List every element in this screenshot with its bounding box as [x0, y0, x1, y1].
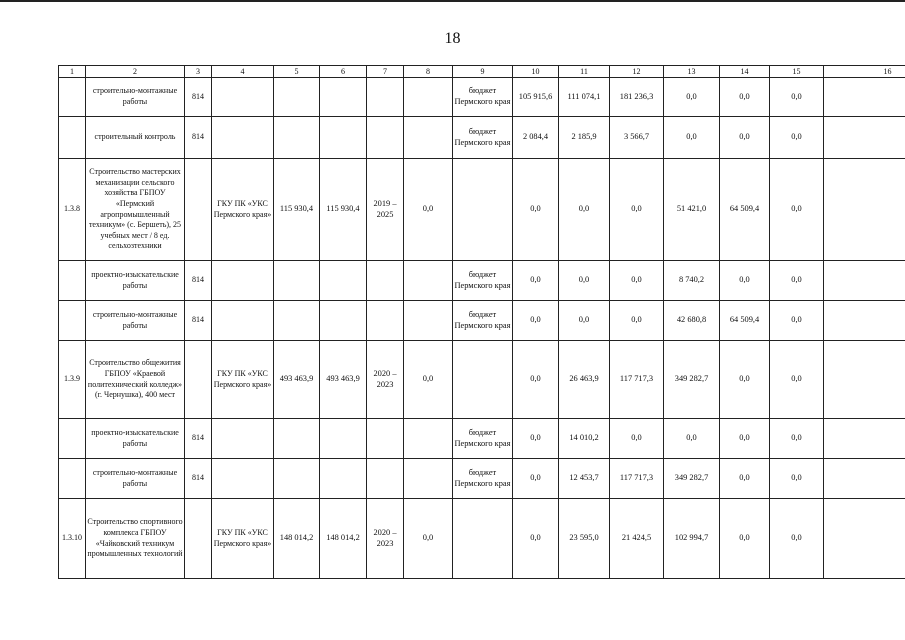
table-cell-col-12: 117 717,3: [610, 459, 664, 499]
header-cell-7: 7: [367, 66, 404, 78]
table-cell-col-13: 0,0: [664, 419, 720, 459]
table-cell-col-12: 0,0: [610, 159, 664, 261]
table-cell-col-3: 814: [185, 459, 212, 499]
table-cell-col-1: 1.3.9: [59, 341, 86, 419]
table-cell-col-8: 0,0: [404, 499, 453, 579]
table-row: [59, 341, 905, 419]
table-cell-col-7: 2020 – 2023: [367, 341, 404, 419]
header-cell-11: 11: [559, 66, 610, 78]
table-cell-col-9: бюджет Пермского края: [453, 301, 513, 341]
budget-table: [58, 65, 905, 579]
table-cell-col-15: 0,0: [770, 261, 824, 301]
table-cell-col-8: 0,0: [404, 341, 453, 419]
table-cell-col-9: бюджет Пермского края: [453, 117, 513, 159]
table-cell-col-11: 111 074,1: [559, 78, 610, 117]
table-cell-col-6: 148 014,2: [320, 499, 367, 579]
table-cell-col-2: строительно-монтажные работы: [86, 459, 185, 499]
table-cell-col-5: [274, 78, 320, 117]
table-cell-col-3: 814: [185, 117, 212, 159]
table-cell-col-16: [824, 117, 905, 159]
table-cell-col-2: Строительство спортивного комплекса ГБПОУ «Чайковский техникум промышленных технологий: [86, 499, 185, 579]
table-cell-col-10: 0,0: [513, 301, 559, 341]
page-number: 18: [444, 30, 461, 47]
table-cell-col-6: [320, 459, 367, 499]
header-cell-5: 5: [274, 66, 320, 78]
table-cell-col-10: 0,0: [513, 159, 559, 261]
table-cell-col-5: 148 014,2: [274, 499, 320, 579]
table-cell-col-14: 0,0: [720, 419, 770, 459]
table-cell-col-11: 2 185,9: [559, 117, 610, 159]
table-cell-col-12: 0,0: [610, 301, 664, 341]
table-cell-col-4: [212, 301, 274, 341]
table-cell-col-11: 0,0: [559, 159, 610, 261]
table-cell-col-5: 115 930,4: [274, 159, 320, 261]
table-row: [59, 499, 905, 579]
table-cell-col-4: [212, 459, 274, 499]
table-cell-col-7: [367, 419, 404, 459]
table-cell-col-9: бюджет Пермского края: [453, 78, 513, 117]
table-cell-col-7: [367, 78, 404, 117]
table-cell-col-16: [824, 459, 905, 499]
table-cell-col-4: [212, 78, 274, 117]
top-border-line: [0, 0, 905, 2]
table-row: [59, 117, 905, 159]
table-cell-col-7: 2019 – 2025: [367, 159, 404, 261]
header-cell-8: 8: [404, 66, 453, 78]
table-row: [59, 159, 905, 261]
table-cell-col-16: [824, 301, 905, 341]
table-cell-col-15: 0,0: [770, 117, 824, 159]
table-cell-col-3: 814: [185, 301, 212, 341]
table-cell-col-16: [824, 261, 905, 301]
table-cell-col-15: 0,0: [770, 499, 824, 579]
table-cell-col-10: 2 084,4: [513, 117, 559, 159]
table-cell-col-7: [367, 117, 404, 159]
table-cell-col-11: 12 453,7: [559, 459, 610, 499]
header-cell-1: 1: [59, 66, 86, 78]
table-cell-col-7: [367, 459, 404, 499]
table-cell-col-8: [404, 419, 453, 459]
table-cell-col-4: [212, 117, 274, 159]
table-cell-col-2: Строительство общежития ГБПОУ «Краевой политехнический колледж» (г. Чернушка), 400 мест: [86, 341, 185, 419]
table-cell-col-12: 0,0: [610, 261, 664, 301]
table-cell-col-9: бюджет Пермского края: [453, 419, 513, 459]
header-cell-13: 13: [664, 66, 720, 78]
table-cell-col-7: [367, 261, 404, 301]
table-cell-col-1: 1.3.10: [59, 499, 86, 579]
table-cell-col-9: [453, 341, 513, 419]
table-cell-col-15: 0,0: [770, 78, 824, 117]
table-cell-col-1: [59, 261, 86, 301]
table-cell-col-13: 349 282,7: [664, 459, 720, 499]
header-cell-6: 6: [320, 66, 367, 78]
table-cell-col-1: [59, 117, 86, 159]
table-row: [59, 459, 905, 499]
table-cell-col-13: 8 740,2: [664, 261, 720, 301]
table-cell-col-11: 23 595,0: [559, 499, 610, 579]
table-row: [59, 419, 905, 459]
table-cell-col-16: [824, 419, 905, 459]
header-cell-4: 4: [212, 66, 274, 78]
table-cell-col-9: [453, 159, 513, 261]
header-cell-3: 3: [185, 66, 212, 78]
table-cell-col-10: 0,0: [513, 341, 559, 419]
table-cell-col-1: [59, 78, 86, 117]
table-cell-col-2: строительно-монтажные работы: [86, 301, 185, 341]
table-row: [59, 261, 905, 301]
table-cell-col-14: 64 509,4: [720, 301, 770, 341]
table-cell-col-9: [453, 499, 513, 579]
table-cell-col-4: ГКУ ПК «УКС Пермского края»: [212, 341, 274, 419]
table-cell-col-13: 0,0: [664, 117, 720, 159]
table-cell-col-1: 1.3.8: [59, 159, 86, 261]
table-cell-col-13: 0,0: [664, 78, 720, 117]
table-cell-col-15: 0,0: [770, 341, 824, 419]
table-cell-col-5: [274, 459, 320, 499]
table-cell-col-6: [320, 419, 367, 459]
table-cell-col-6: [320, 261, 367, 301]
table-cell-col-8: [404, 301, 453, 341]
table-cell-col-3: [185, 341, 212, 419]
table-cell-col-15: 0,0: [770, 159, 824, 261]
table-cell-col-14: 0,0: [720, 459, 770, 499]
table-cell-col-16: [824, 499, 905, 579]
header-row: [59, 66, 905, 78]
header-cell-12: 12: [610, 66, 664, 78]
table-cell-col-5: 493 463,9: [274, 341, 320, 419]
table-cell-col-12: 181 236,3: [610, 78, 664, 117]
table-cell-col-14: 0,0: [720, 261, 770, 301]
table-cell-col-16: [824, 341, 905, 419]
table-cell-col-15: 0,0: [770, 419, 824, 459]
table-cell-col-8: [404, 117, 453, 159]
header-cell-2: 2: [86, 66, 185, 78]
header-cell-10: 10: [513, 66, 559, 78]
table-cell-col-6: [320, 117, 367, 159]
table-cell-col-2: Строительство мастерских механизации сельского хозяйства ГБПОУ «Пермский агропромышленный техникум» (с. Бершеть), 25 учебных мест / 8 ед. сельхозтехники: [86, 159, 185, 261]
table-cell-col-10: 0,0: [513, 459, 559, 499]
table-cell-col-14: 0,0: [720, 117, 770, 159]
table-cell-col-6: [320, 301, 367, 341]
table-cell-col-12: 3 566,7: [610, 117, 664, 159]
table-cell-col-1: [59, 419, 86, 459]
table-cell-col-2: проектно-изыскательские работы: [86, 419, 185, 459]
table-cell-col-15: 0,0: [770, 459, 824, 499]
table-cell-col-1: [59, 459, 86, 499]
table-row: [59, 301, 905, 341]
table-cell-col-3: [185, 499, 212, 579]
table-cell-col-2: строительный контроль: [86, 117, 185, 159]
table-cell-col-9: бюджет Пермского края: [453, 261, 513, 301]
table-cell-col-9: бюджет Пермского края: [453, 459, 513, 499]
table-cell-col-14: 64 509,4: [720, 159, 770, 261]
table-cell-col-7: [367, 301, 404, 341]
table-cell-col-2: строительно-монтажные работы: [86, 78, 185, 117]
table-cell-col-13: 349 282,7: [664, 341, 720, 419]
table-cell-col-3: 814: [185, 78, 212, 117]
table-cell-col-6: [320, 78, 367, 117]
table-cell-col-12: 117 717,3: [610, 341, 664, 419]
table-cell-col-6: 115 930,4: [320, 159, 367, 261]
table-row: [59, 78, 905, 117]
table-cell-col-14: 0,0: [720, 341, 770, 419]
table-cell-col-11: 0,0: [559, 261, 610, 301]
table-cell-col-5: [274, 117, 320, 159]
table-cell-col-8: [404, 261, 453, 301]
table-cell-col-11: 0,0: [559, 301, 610, 341]
table-cell-col-13: 51 421,0: [664, 159, 720, 261]
table-cell-col-5: [274, 261, 320, 301]
table-cell-col-8: 0,0: [404, 159, 453, 261]
table-cell-col-1: [59, 301, 86, 341]
table-cell-col-10: 105 915,6: [513, 78, 559, 117]
table-cell-col-11: 14 010,2: [559, 419, 610, 459]
table-cell-col-13: 42 680,8: [664, 301, 720, 341]
table-cell-col-10: 0,0: [513, 261, 559, 301]
table-cell-col-12: 0,0: [610, 419, 664, 459]
table-cell-col-16: [824, 159, 905, 261]
table-cell-col-11: 26 463,9: [559, 341, 610, 419]
header-cell-16: 16: [824, 66, 905, 78]
table-cell-col-7: 2020 – 2023: [367, 499, 404, 579]
table-cell-col-4: ГКУ ПК «УКС Пермского края»: [212, 499, 274, 579]
table-cell-col-6: 493 463,9: [320, 341, 367, 419]
table-cell-col-2: проектно-изыскательские работы: [86, 261, 185, 301]
table-cell-col-8: [404, 459, 453, 499]
header-cell-14: 14: [720, 66, 770, 78]
table-cell-col-12: 21 424,5: [610, 499, 664, 579]
table-cell-col-3: [185, 159, 212, 261]
table-cell-col-3: 814: [185, 261, 212, 301]
header-cell-9: 9: [453, 66, 513, 78]
table-cell-col-13: 102 994,7: [664, 499, 720, 579]
table-cell-col-8: [404, 78, 453, 117]
table-cell-col-14: 0,0: [720, 78, 770, 117]
table-cell-col-14: 0,0: [720, 499, 770, 579]
table-cell-col-4: [212, 419, 274, 459]
table-cell-col-5: [274, 419, 320, 459]
table-cell-col-15: 0,0: [770, 301, 824, 341]
table-cell-col-3: 814: [185, 419, 212, 459]
header-cell-15: 15: [770, 66, 824, 78]
table-cell-col-4: [212, 261, 274, 301]
table-cell-col-10: 0,0: [513, 499, 559, 579]
table-cell-col-16: [824, 78, 905, 117]
table-cell-col-4: ГКУ ПК «УКС Пермского края»: [212, 159, 274, 261]
table-cell-col-5: [274, 301, 320, 341]
table-cell-col-10: 0,0: [513, 419, 559, 459]
